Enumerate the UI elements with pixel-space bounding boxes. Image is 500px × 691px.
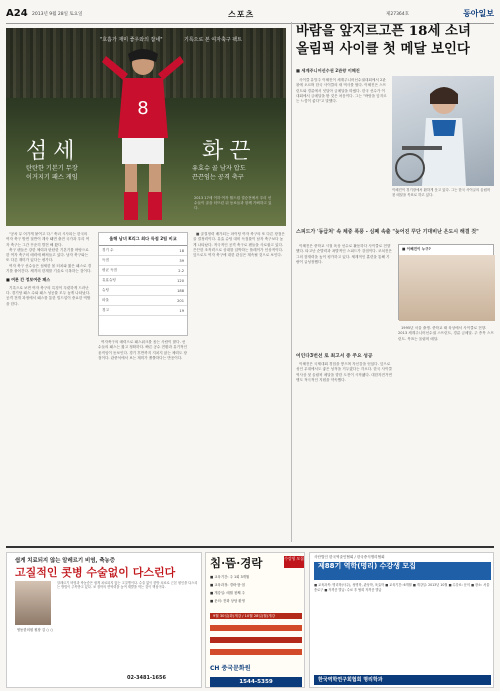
profile-inset: [398, 244, 494, 320]
left-article-column: "공차 무 어가게 붙여고 다." 축녀 시사되는 한국의 여자 축구 방면 절반이 계속 돼면 출전 국가과 우리 여자 축구는 그간 꾸준히 발전 해 왔다. 축구 팬들은 강한 체력과 탄탄한 기본기를 바탕으로 한 여자 축구의 매력에 빠져들고 있다. 남자 축구와는 또 다른 재미가 있다는 평가다. 여자 축구 선수들은 섬세한 볼 터치와 짧은 패스로 경기를 풀어간다. 체격의 한계를 기술로 극복하는 것이다. ■ 여론 간 정보여준 패스 기록으로 보면 여자 축구의 특징이 뚜렷하게 드러난다. 경기당 패스 수와 패스 성공률 모두 높게 나타났다. 공격 전개 과정에서 패스를 통한 빌드업이 중요한 역할을 한다.: [6, 232, 92, 306]
story-column-1: 사이클 유망주 이혜진이 세계주니어선수권대회에서 2관왕에 오르며 한국 사이클의 새 역사를 썼다. 이혜진은 스프린트와 경륜에서 잇달아 금메달을 따냈다. 한국 선수가 이 대회에서 금메달을 딴 것은 처음이다. 그는 "바람을 앞지르는 느낌이 좋다"고 말했다.: [296, 78, 387, 104]
section-divider: [6, 546, 494, 548]
column-divider: [291, 22, 292, 542]
table-row: 슈팅 188: [99, 286, 187, 296]
ad-kicker: 쉽게 치료되지 않는 알레르기 비염, 축농증: [15, 558, 115, 564]
photo-subtitle-left: 탄탄한 기본기 무장 이거지기 패스 게임: [26, 165, 78, 181]
inset-title: ■ 이혜진이 누구?: [402, 247, 431, 251]
schedule-bar-2: [210, 625, 302, 631]
ad-phone: 1544-5359: [210, 677, 302, 687]
ad-body: 알레르기 비염과 축농증은 쉽게 치료되지 않는 고질병이다. 수술 없이 한방 치료로 근본 원인을 다스리는 방법이 주목받고 있다. 코 점막의 면역력을 높여 재발을 막는 것이 핵심이다.: [57, 581, 198, 590]
photo-subtitle-right: 유효슈 골 남자 압도 끈끈임는 공격 축구: [192, 165, 246, 181]
story-column-2: 이혜진은 중학교 시절 육상 선수로 활동하다 사이클로 전향했다. 타고난 순발력과 폭발적인 스피드가 강점이다. 코치진은 그의 잠재력을 높이 평가하고 있다. 체계적인 훈련을 통해 기량이 급성장했다.: [296, 244, 392, 264]
cyclist-figure: [392, 76, 494, 186]
lead-photo: [6, 28, 286, 226]
schedule-bar-3: [210, 637, 302, 643]
photo-tag-stats: 기록으로 본 여자축구 팩트: [184, 37, 242, 43]
clinic-ad: [6, 552, 202, 688]
doctor-name: 영동한의원 원장 김 ○ ○: [16, 628, 54, 632]
table-row: 파울 201: [99, 296, 187, 306]
cyclist-photo: [392, 76, 494, 186]
photo-tag-quote: "호흡가 재미 좋우와의 잡네": [100, 37, 163, 43]
stat-table: [99, 246, 187, 316]
ad-footer: 한국역학연구회협회 명리학과: [314, 675, 491, 685]
story-subhead-1: 스피드가 '동급처' 속 체중 폭풍 - 심폐 속출 "늦어진 꾸단 기대비난 온도시 해결 것": [296, 229, 479, 235]
section-title: 스포츠: [228, 10, 255, 19]
ad-phone: 02-3481-1656: [127, 675, 166, 681]
ad-headline: 제88기 역학(명리) 수강생 모집: [314, 562, 491, 580]
ad-sponsor: 사단법인 한국역술인협회 / 한국중식명리협회: [314, 555, 385, 559]
ad-info-line: ■ 교육기간: 주 1회 3개월: [210, 575, 250, 579]
ad-info-line: ■ 개강일: 매월 첫째 주: [210, 591, 245, 595]
right-article-column: ■ 골결정력 배가되는 파이팅 여자 축구의 또 다른 장점은 골 결정력이다. 유효 슈팅 대비 득점률이 남자 축구보다 높게 나타났다. 적극적인 공격 축구로 팬들을 사로잡고 있다. 끈끈한 조직력으로 상대를 압박하는 플레이가 인상적이다. 앞으로도 여자 축구에 대한 관심은 계속될 것으로 보인다.: [193, 232, 285, 258]
acupuncture-ad: [205, 552, 305, 688]
doctor-photo: [15, 581, 51, 625]
story-column-3: 이혜진은 국제대회 경험을 쌓으며 자신감을 얻었다. 앞으로 성인 무대에서도 좋은 성적을 거두겠다는 각오다. 한국 사이클 역사상 첫 올림픽 메달을 향한 도전이 시작됐다. 대한자전거연맹도 적극적인 지원을 약속했다.: [296, 362, 392, 382]
page-number: A24: [6, 8, 28, 19]
academy-ad: [309, 552, 494, 688]
table-row: 유효슈팅 120: [99, 276, 187, 286]
table-row: 경기 수 18: [99, 246, 187, 256]
inset-photo: [399, 255, 495, 321]
photo-title-left: 섬세: [26, 139, 81, 164]
story-subhead-2: 어인다3번선 로 최고서 중 주요 성공: [296, 354, 373, 359]
stat-table-title: 올해 남녀 K리그 최다 득점 2팀 비교: [99, 233, 187, 246]
masthead-logo: 동아일보: [463, 8, 494, 18]
story-column-4: 1995년 서울 출생. 중학교 때 육상에서 사이클로 전향. 2013 세계주니어선수권 스프린트, 경륜 금메달. 주 종목 스프린트. 목표는 올림픽 메달.: [398, 326, 494, 341]
article-subhead: ■ 여론 간 정보여준 패스: [6, 277, 51, 283]
issue-date: 2013년 9월 28일 토요일: [32, 12, 83, 17]
player-figure: [98, 42, 188, 226]
table-row: 평균 득점 2.2: [99, 266, 187, 276]
table-row: 득점 39: [99, 256, 187, 266]
photo-caption: 2013 17세 이하 여자 월드컵 결승전에서 우리 선수들이 골을 터뜨린 뒤 동료들과 함께 기뻐하고 있다.: [194, 196, 272, 210]
ad-headline: 고질적인 콧병 수술없이 다스린다: [15, 566, 176, 579]
table-row: 경고 19: [99, 306, 187, 316]
schedule-bar-4: [210, 649, 302, 655]
ad-info-line: ■ 문의: 전화 상담 환영: [210, 599, 245, 603]
story-byline: ■ 세계주니어선수권 2관왕 이혜진: [296, 68, 360, 73]
ad-headline: 침·뜸·경락: [210, 556, 263, 570]
recruit-badge: 수강생 모집: [284, 556, 304, 568]
ad-info-line: ■ 교육과정: 경락·뜸·침: [210, 583, 245, 587]
cyclist-photo-caption: 이혜진이 경기장에서 환하게 웃고 있다. 그는 한국 사이클의 올림픽 첫 메달을 목표로 하고 있다.: [392, 188, 491, 197]
ad-body: ■ 교육과목: 명리학(사주), 성명학, 관상학, 육효학 ■ 교육기간: 6개월 ■ 개강일: 2013년 10월 ■ 수강료: 문의 ■ 장소: 서울 종로구 ■ 자격증 발급: 수료 후 협회 자격증 발급: [314, 583, 490, 592]
main-headline: 바람을 앞지르고픈 18세 소녀 올림픽 사이클 첫 메달 보인다: [296, 23, 471, 57]
ad-logo: CH 중국문화원: [210, 665, 251, 672]
middle-article-column: 여자축구의 매력으로 패스워크를 꼽는 사람이 많다. 선수들의 패스는 짧고 정확하다. 빠른 공수 전환과 유기적인 움직임이 돋보인다. 경기 후반까지 지치지 않는 체력도 장점이다. 관중석에서 보는 재미가 쏠쏠하다는 반응이다.: [98, 340, 187, 360]
photo-title-right: 화끈: [202, 139, 257, 164]
edition-number: 제27364호: [386, 12, 410, 17]
svg-text:8: 8: [137, 98, 149, 119]
stat-table-box: [98, 232, 188, 336]
schedule-bar: 9월 30일(화)개강 / 10월 28일(월)개강: [210, 613, 302, 619]
